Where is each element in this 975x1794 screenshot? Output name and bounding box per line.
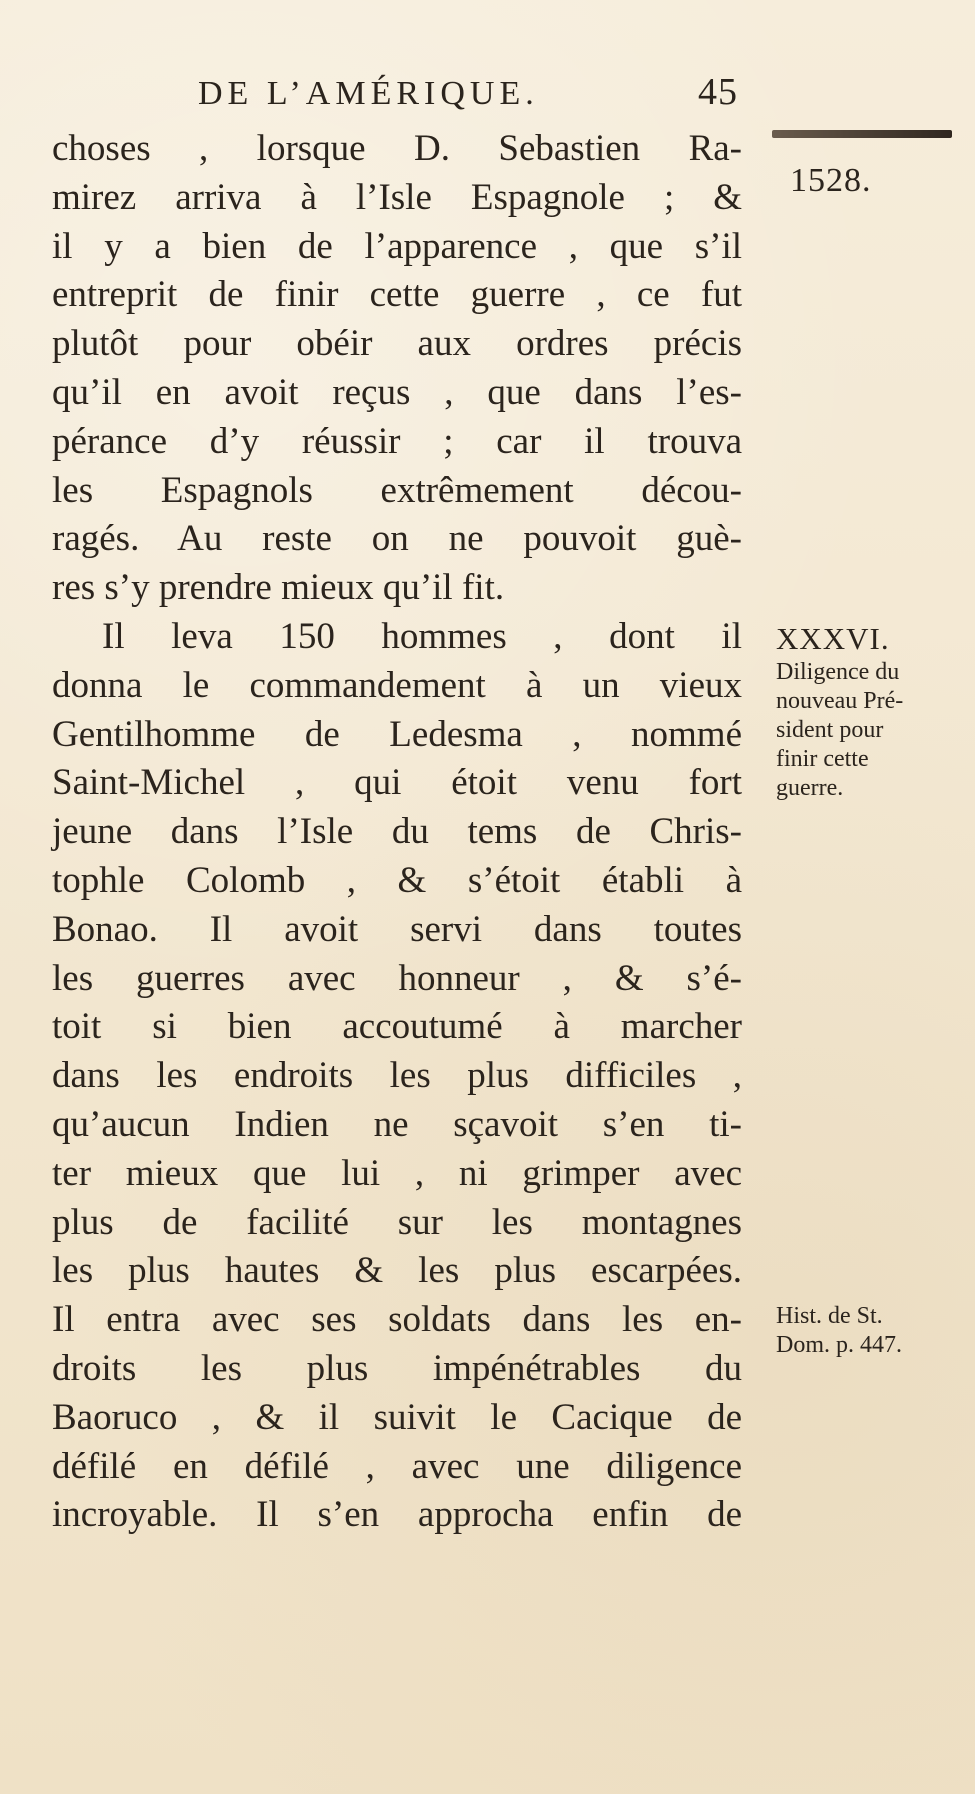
margin-note-section bbox=[776, 620, 956, 803]
text-line: incroyable. Il s’en approcha enfin de bbox=[52, 1494, 742, 1536]
text-line: plus de facilité sur les montagnes bbox=[52, 1201, 742, 1243]
margin-note-line: Diligence du bbox=[776, 659, 900, 685]
page-header bbox=[198, 70, 738, 122]
margin-note-line: sident pour bbox=[776, 717, 884, 743]
margin-rule bbox=[772, 130, 952, 138]
text-line: mirez arriva à l’Isle Espagnole ; & bbox=[52, 176, 742, 218]
text-line: qu’aucun Indien ne sçavoit s’en ti- bbox=[52, 1103, 742, 1145]
text-line: Gentilhomme de Ledesma , nommé bbox=[52, 713, 742, 755]
margin-note-line: Hist. de St. bbox=[776, 1303, 883, 1329]
text-line: entreprit de finir cette guerre , ce fut bbox=[52, 274, 742, 316]
text-line: il y a bien de l’apparence , que s’il bbox=[52, 225, 742, 267]
margin-year: 1528. bbox=[790, 162, 872, 199]
text-line: dans les endroits les plus difficiles , bbox=[52, 1055, 742, 1097]
text-line: qu’il en avoit reçus , que dans l’es- bbox=[52, 371, 742, 413]
margin-note-line: guerre. bbox=[776, 775, 844, 801]
text-line: res s’y prendre mieux qu’il fit. bbox=[52, 567, 505, 609]
running-head: DE L’AMÉRIQUE. bbox=[198, 75, 539, 112]
text-line: choses , lorsque D. Sebastien Ra- bbox=[52, 128, 742, 169]
text-line: Il leva 150 hommes , dont il bbox=[102, 615, 742, 657]
text-line: ter mieux que lui , ni grimper avec bbox=[52, 1152, 742, 1194]
text-line: tophle Colomb , & s’étoit établi à bbox=[52, 859, 742, 901]
section-number: XXXVI. bbox=[776, 621, 890, 656]
margin-note-line: Dom. p. 447. bbox=[776, 1332, 902, 1358]
margin-note-line: nouveau Pré- bbox=[776, 688, 904, 714]
text-line: Bonao. Il avoit servi dans toutes bbox=[52, 908, 742, 950]
text-line: les Espagnols extrêmement décou- bbox=[52, 469, 742, 511]
text-line: Saint-Michel , qui étoit venu fort bbox=[52, 762, 742, 804]
text-line: donna le commandement à un vieux bbox=[52, 664, 742, 706]
margin-note-reference bbox=[776, 1302, 956, 1360]
text-line: plutôt pour obéir aux ordres précis bbox=[52, 323, 742, 365]
main-text bbox=[52, 125, 742, 1540]
text-line: ragés. Au reste on ne pouvoit guè- bbox=[52, 518, 742, 560]
margin-note-line: finir cette bbox=[776, 746, 869, 772]
text-line: défilé en défilé , avec une diligence bbox=[52, 1445, 742, 1487]
text-line: les guerres avec honneur , & s’é- bbox=[52, 957, 742, 999]
text-line: les plus hautes & les plus escarpées. bbox=[52, 1250, 742, 1292]
page-number: 45 bbox=[698, 71, 738, 113]
text-line: Baoruco , & il suivit le Cacique de bbox=[52, 1396, 742, 1438]
text-line: toit si bien accoutumé à marcher bbox=[52, 1006, 742, 1048]
text-line: jeune dans l’Isle du tems de Chris- bbox=[52, 811, 742, 853]
text-line: droits les plus impénétrables du bbox=[52, 1347, 742, 1389]
text-line: pérance d’y réussir ; car il trouva bbox=[52, 420, 742, 462]
text-line: Il entra avec ses soldats dans les en- bbox=[52, 1299, 742, 1341]
